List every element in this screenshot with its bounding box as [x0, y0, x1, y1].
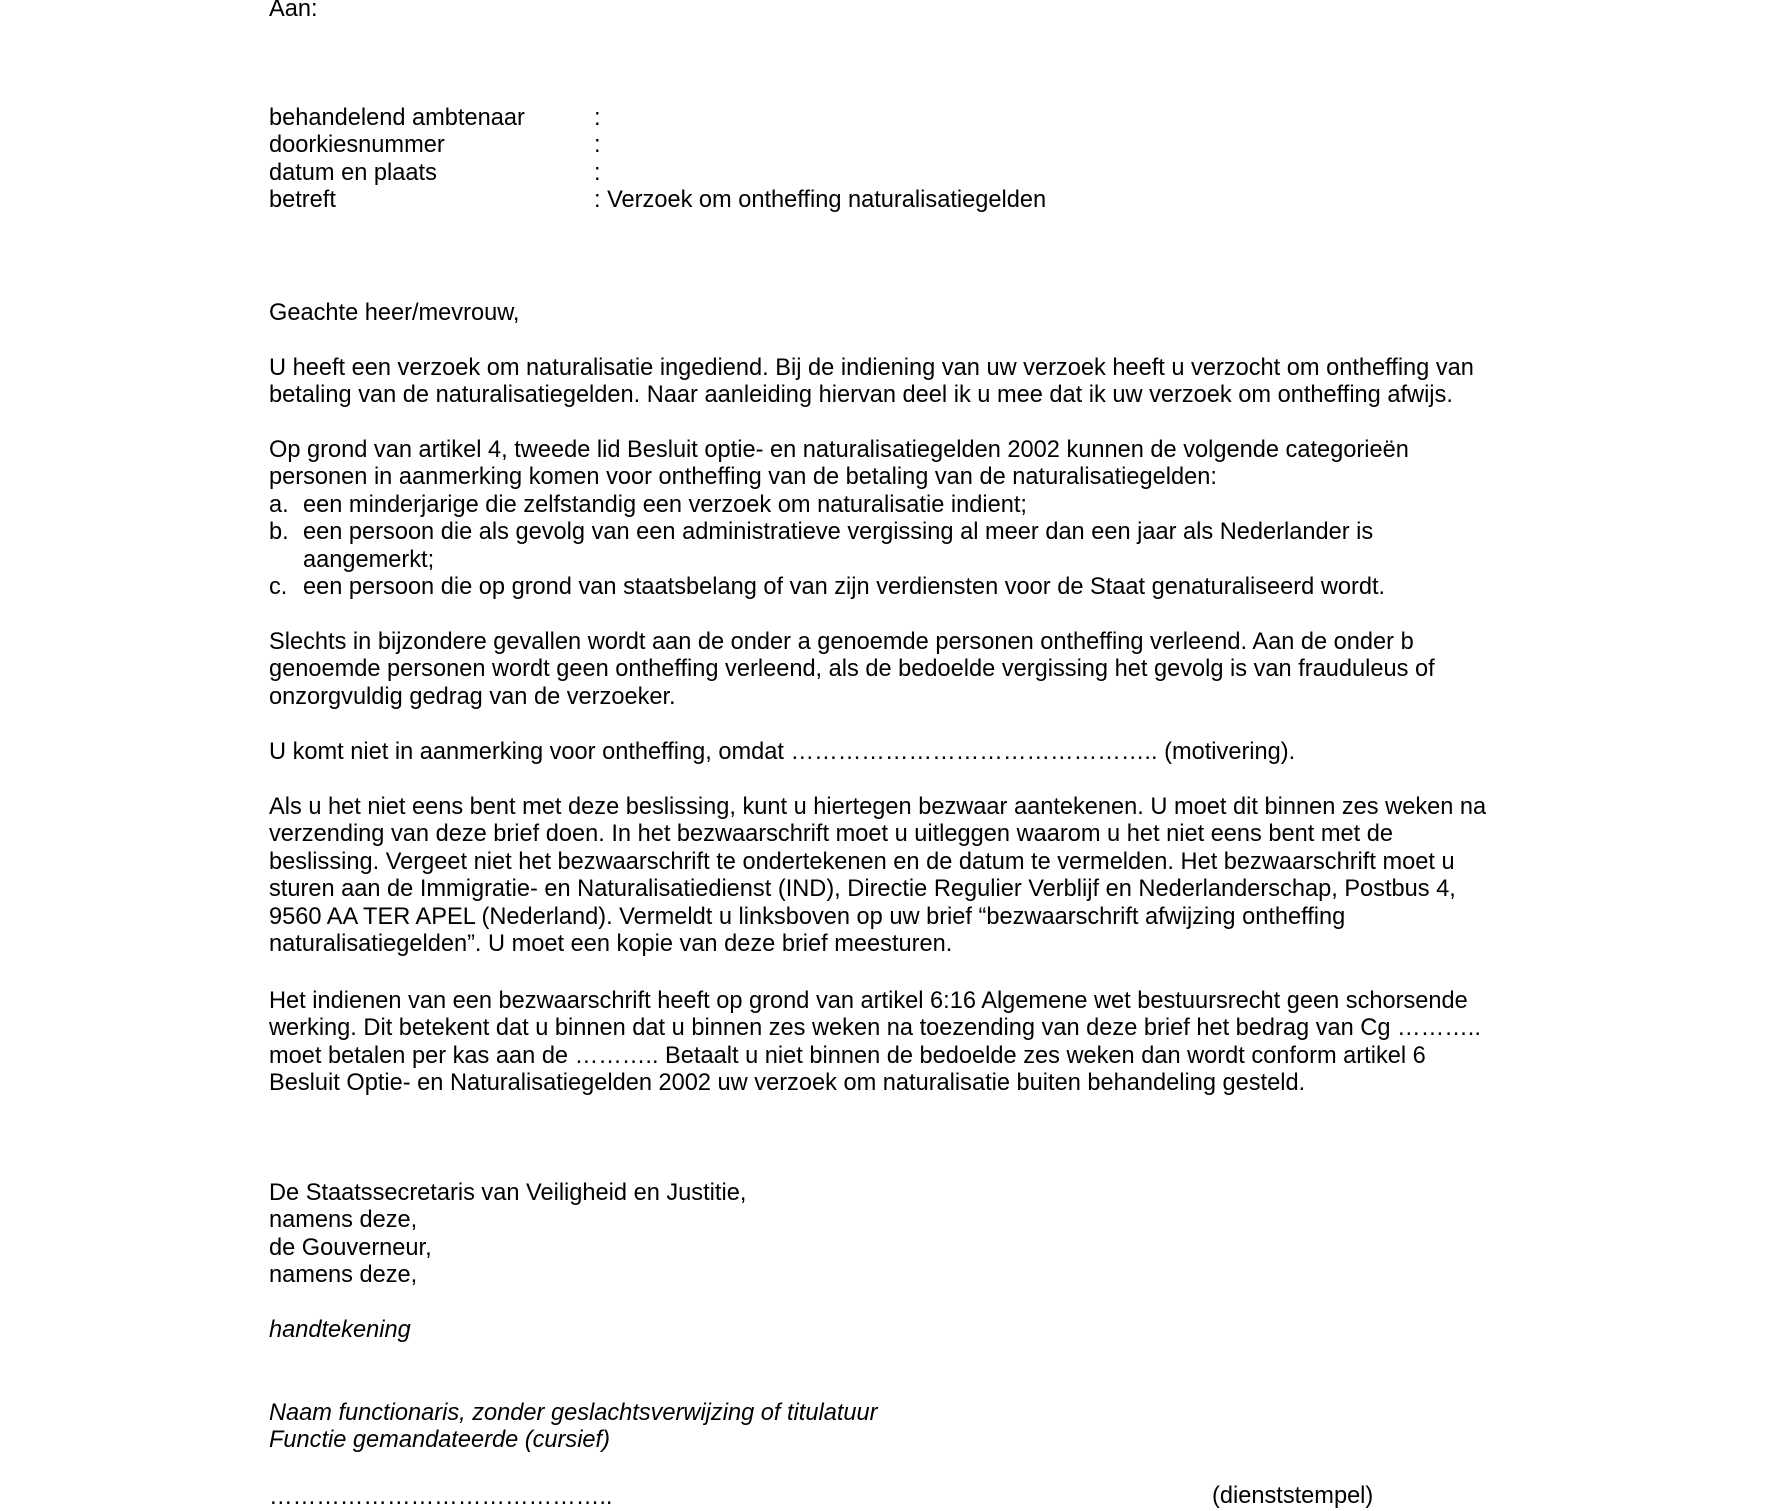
list-text: een persoon die op grond van staatsbelang of van zijn verdiensten voor de Staat genaturaliseerd wordt. [303, 573, 1386, 600]
list-marker: a. [269, 491, 289, 518]
list-text: een persoon die als gevolg van een administratieve vergissing al meer dan een jaar als Nederlander is [303, 519, 1374, 546]
signature-line: namens deze, [269, 1207, 418, 1234]
signature-placeholder: handtekening [269, 1317, 411, 1343]
paragraph-line: verzending van deze brief doen. In het bezwaarschrift moet u uitleggen waarom u het niet eens bent met de [269, 821, 1394, 848]
list-text: aangemerkt; [303, 546, 435, 573]
official-name: Naam functionaris, zonder geslachtsverwijzing of titulatuur [269, 1400, 878, 1426]
list-item-b-continued [269, 547, 1409, 574]
header-row-official [269, 105, 1046, 132]
paragraph-categories [269, 437, 1409, 601]
paragraph-line: beslissing. Vergeet niet het bezwaarschrift te ondertekenen en de datum te vermelden. Het bezwaarschrift moet u [269, 848, 1455, 875]
paragraph-line: U heeft een verzoek om naturalisatie ingediend. Bij de indiening van uw verzoek heeft u verzocht om ontheffing van [269, 355, 1474, 381]
paragraph-line: onzorgvuldig gedrag van de verzoeker. [269, 683, 676, 710]
addressee-label: Aan: [269, 0, 318, 22]
signature-line: De Staatssecretaris van Veiligheid en Justitie, [269, 1180, 747, 1206]
header-row-subject [269, 187, 1046, 214]
list-marker: c. [269, 573, 288, 600]
paragraph-line: Het indienen van een bezwaarschrift heeft op grond van artikel 6:16 Algemene wet bestuursrecht geen schorsende [269, 988, 1468, 1014]
header-label: datum en plaats [269, 159, 437, 186]
header-label: betreft [269, 187, 336, 214]
paragraph-line: Slechts in bijzondere gevallen wordt aan de onder a genoemde personen ontheffing verleend. Aan de onder b [269, 629, 1414, 655]
paragraph-line: werking. Dit betekent dat u binnen dat u binnen zes weken na toezending van deze brief het bedrag van Cg ……….. [269, 1015, 1481, 1042]
paragraph-payment [269, 988, 1481, 1098]
header-value: : Verzoek om ontheffing naturalisatiegelden [594, 187, 1047, 214]
paragraph-line: Als u het niet eens bent met deze beslissing, kunt u hiertegen bezwaar aantekenen. U moet dit binnen zes weken na [269, 794, 1487, 820]
stamp-label: (dienststempel) [1212, 1483, 1374, 1509]
header-value: : [594, 159, 601, 186]
paragraph-line: moet betalen per kas aan de ……….. Betaalt u niet binnen de bedoelde zes weken dan wordt conform artikel 6 [269, 1042, 1426, 1069]
list-item-c [269, 574, 1409, 601]
paragraph-intro [269, 355, 1474, 410]
salutation: Geachte heer/mevrouw, [269, 300, 520, 326]
official-function: Functie gemandateerde (cursief) [269, 1427, 610, 1454]
paragraph-line: 9560 AA TER APEL (Nederland). Vermeldt u linksboven op uw brief “bezwaarschrift afwijzing ontheffing [269, 903, 1346, 930]
paragraph-line: naturalisatiegelden”. U moet een kopie van deze brief meesturen. [269, 930, 953, 957]
paragraph-line: Besluit Optie- en Naturalisatiegelden 2002 uw verzoek om naturalisatie buiten behandeling gesteld. [269, 1070, 1306, 1097]
official-block [269, 1400, 877, 1455]
paragraph-exceptions [269, 629, 1435, 711]
signature-line: namens deze, [269, 1262, 418, 1289]
list-item-b [269, 519, 1409, 546]
signature-line: de Gouverneur, [269, 1234, 432, 1261]
header-label: doorkiesnummer [269, 132, 445, 159]
paragraph-line: genoemde personen wordt geen ontheffing verleend, als de bedoelde vergissing het gevolg is van frauduleus of [269, 656, 1435, 683]
paragraph-line: betaling van de naturalisatiegelden. Naar aanleiding hiervan deel ik u mee dat ik uw verzoek om ontheffing afwijs. [269, 382, 1453, 409]
signature-block [269, 1180, 746, 1290]
header-row-extension [269, 132, 1046, 159]
paragraph-line: sturen aan de Immigratie- en Naturalisatiedienst (IND), Directie Regulier Verblijf en Nederlanderschap, Postbus 4, [269, 876, 1456, 903]
paragraph-line: Op grond van artikel 4, tweede lid Besluit optie- en naturalisatiegelden 2002 kunnen de volgende categorieën [269, 437, 1409, 463]
header-value: : [594, 132, 601, 159]
header-label: behandelend ambtenaar [269, 105, 525, 131]
list-marker: b. [269, 519, 289, 546]
header-value: : [594, 105, 601, 131]
header-row-date-place [269, 160, 1046, 187]
paragraph-line: personen in aanmerking komen voor ontheffing van de betaling van de naturalisatiegelden: [269, 464, 1217, 491]
header-table [269, 105, 1046, 215]
paragraph-objection [269, 794, 1486, 958]
signature-dotted-line: …………………………………….. [269, 1484, 613, 1510]
list-item-a [269, 492, 1409, 519]
paragraph-motivation: U komt niet in aanmerking voor ontheffing, omdat ……………………………………….. (motivering). [269, 739, 1296, 765]
list-text: een minderjarige die zelfstandig een verzoek om naturalisatie indient; [303, 491, 1027, 518]
